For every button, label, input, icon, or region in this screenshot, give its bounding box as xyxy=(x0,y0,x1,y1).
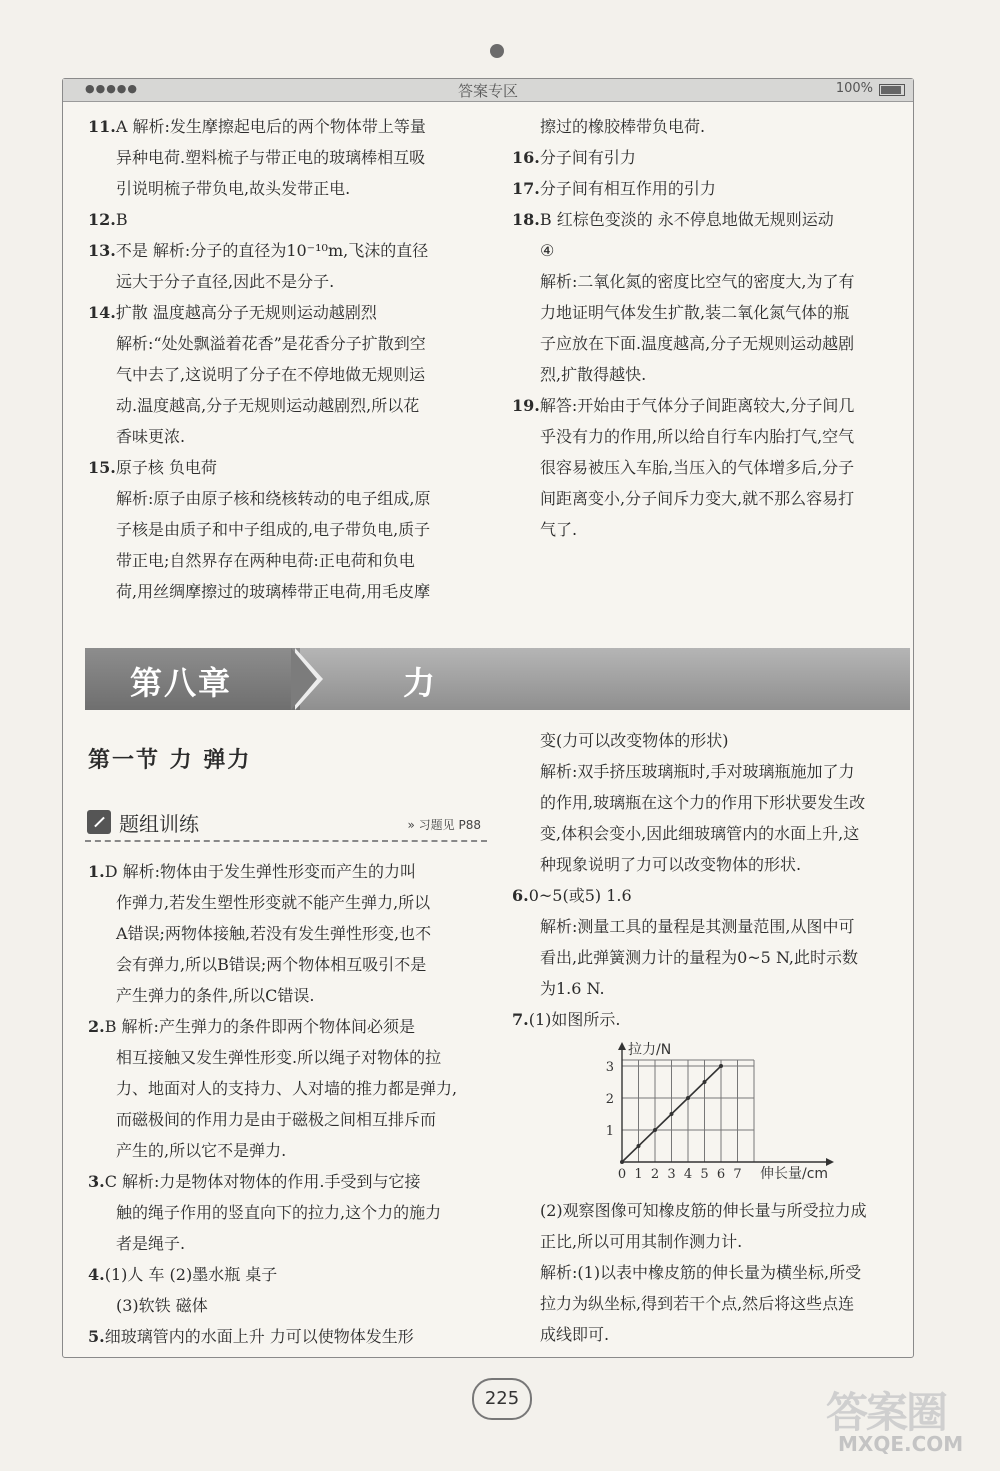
x-tick-label: 3 xyxy=(667,1167,676,1182)
section-title: 第一节 力 弹力 xyxy=(88,748,252,773)
text-line xyxy=(88,918,488,949)
line-text: 解析:(1)以表中橡皮筋的伸长量为横坐标,所受 xyxy=(540,1263,862,1282)
right-column-top xyxy=(512,111,912,545)
text-line xyxy=(88,483,488,514)
text-line xyxy=(512,142,912,173)
line-text: B 红棕色变淡的 永不停息地做无规则运动 xyxy=(539,210,834,229)
item-number: 11. xyxy=(88,117,116,136)
text-line xyxy=(512,1288,912,1319)
x-tick-label: 6 xyxy=(716,1167,726,1182)
line-text: A错误;两物体接触,若没有发生弹性形变,也不 xyxy=(116,924,432,943)
text-line xyxy=(512,266,912,297)
text-line xyxy=(88,452,488,483)
text-line xyxy=(512,328,912,359)
y-tick-label: 1 xyxy=(605,1124,614,1139)
text-line xyxy=(88,856,488,887)
line-text: 变,体积会变小,因此细玻璃管内的水面上升,这 xyxy=(540,824,860,843)
text-line xyxy=(88,204,488,235)
battery-icon xyxy=(879,84,905,96)
text-line xyxy=(512,297,912,328)
text-line xyxy=(88,1228,488,1259)
item-number: 14. xyxy=(88,303,116,322)
text-line xyxy=(88,1104,488,1135)
line-text: D 解析:物体由于发生弹性形变而产生的力叫 xyxy=(104,862,417,881)
text-line xyxy=(512,973,912,1004)
y-tick-label: 2 xyxy=(605,1092,614,1107)
text-line xyxy=(512,204,912,235)
line-text: B 解析:产生弹力的条件即两个物体间必须是 xyxy=(104,1017,415,1036)
x-axis-arrow-icon xyxy=(826,1158,834,1166)
chapter-banner xyxy=(85,648,910,710)
line-text: (1)如图所示. xyxy=(528,1010,621,1029)
line-text: 会有弹力,所以B错误;两个物体相互吸引不是 xyxy=(116,955,427,974)
text-line xyxy=(88,390,488,421)
line-text: 而磁极间的作用力是由于磁极之间相互排斥而 xyxy=(116,1110,437,1129)
text-line xyxy=(512,483,912,514)
item-number: 12. xyxy=(88,210,116,229)
chapter-number: 第八章 xyxy=(130,664,233,702)
line-text: 力地证明气体发生扩散,装二氧化氮气体的瓶 xyxy=(540,303,850,322)
line-text: 子核是由质子和中子组成的,电子带负电,质子 xyxy=(116,520,431,539)
exercise-reference: » 习题见 P88 xyxy=(407,818,481,832)
text-line xyxy=(512,725,912,756)
y-tick-label: 3 xyxy=(605,1060,614,1075)
line-text: 的作用,玻璃瓶在这个力的作用下形状要发生改 xyxy=(540,793,866,812)
text-line xyxy=(88,1073,488,1104)
item-number: 4. xyxy=(88,1265,105,1284)
item-number: 2. xyxy=(88,1017,105,1036)
line-text: 动.温度越高,分子无规则运动越剧烈,所以花 xyxy=(116,396,420,415)
line-text: 不是 解析:分子的直径为10⁻¹⁰m,飞沫的直径 xyxy=(115,241,429,260)
line-text: 看出,此弹簧测力计的量程为0~5 N,此时示数 xyxy=(540,948,859,967)
text-line xyxy=(512,1226,912,1257)
text-line xyxy=(512,514,912,545)
text-line xyxy=(88,1135,488,1166)
line-text: 原子核 负电荷 xyxy=(115,458,217,477)
text-line xyxy=(88,1259,488,1290)
text-line xyxy=(512,756,912,787)
left-column-bottom xyxy=(88,856,488,1352)
right-column-bottom-b xyxy=(512,1195,912,1350)
item-number: 17. xyxy=(512,179,540,198)
x-tick-label: 1 xyxy=(634,1167,643,1182)
line-text: (2)观察图像可知橡皮筋的伸长量与所受拉力成 xyxy=(540,1201,867,1220)
x-axis-label: 伸长量/cm xyxy=(760,1166,829,1182)
line-text: 分子间有引力 xyxy=(539,148,636,167)
text-line xyxy=(88,359,488,390)
battery-level: 100% xyxy=(835,81,873,96)
x-tick-label: 4 xyxy=(683,1167,693,1182)
line-text: 者是绳子. xyxy=(116,1234,186,1253)
line-text: 异种电荷.塑料梳子与带正电的玻璃棒相互吸 xyxy=(116,148,426,167)
text-line xyxy=(512,235,912,266)
line-text: 解析:二氧化氮的密度比空气的密度大,为了有 xyxy=(540,272,855,291)
text-line xyxy=(512,880,912,911)
x-tick-label: 5 xyxy=(700,1167,709,1182)
text-line xyxy=(88,297,488,328)
line-text: (1)人 车 (2)墨水瓶 桌子 xyxy=(104,1265,278,1284)
text-line xyxy=(88,576,488,607)
line-text: 很容易被压入车胎,当压入的气体增多后,分子 xyxy=(540,458,855,477)
status-bar xyxy=(63,79,913,102)
x-tick-label: 7 xyxy=(733,1167,742,1182)
text-line xyxy=(88,949,488,980)
x-tick-label: 0 xyxy=(617,1167,627,1182)
text-line xyxy=(512,421,912,452)
line-text: 解析:原子由原子核和绕核转动的电子组成,原 xyxy=(116,489,431,508)
item-number: 6. xyxy=(512,886,529,905)
text-line xyxy=(88,111,488,142)
item-number: 13. xyxy=(88,241,116,260)
y-axis-label: 拉力/N xyxy=(628,1042,672,1058)
line-text: 间距离变小,分子间斥力变大,就不那么容易打 xyxy=(540,489,855,508)
line-text: 作弹力,若发生塑性形变就不能产生弹力,所以 xyxy=(116,893,431,912)
line-text: 扩散 温度越高分子无规则运动越剧烈 xyxy=(115,303,377,322)
line-text: B xyxy=(115,210,128,229)
text-line xyxy=(88,142,488,173)
line-text: 分子间有相互作用的引力 xyxy=(539,179,716,198)
item-number: 18. xyxy=(512,210,540,229)
force-extension-graph xyxy=(600,1040,840,1192)
data-point xyxy=(703,1080,707,1084)
text-line xyxy=(88,235,488,266)
line-text: 荷,用丝绸摩擦过的玻璃棒带正电荷,用毛皮摩 xyxy=(116,582,431,601)
status-title: 答案专区 xyxy=(457,82,518,100)
text-line xyxy=(88,887,488,918)
line-text: 气了. xyxy=(540,520,578,539)
line-text: 解析:双手挤压玻璃瓶时,手对玻璃瓶施加了力 xyxy=(540,762,855,781)
data-point xyxy=(670,1112,674,1116)
line-text: 拉力为纵坐标,得到若干个点,然后将这些点连 xyxy=(540,1294,855,1313)
line-text: 带正电;自然界存在两种电荷:正电荷和负电 xyxy=(116,551,415,570)
line-text: 香味更浓. xyxy=(116,427,186,446)
data-point xyxy=(637,1144,641,1148)
data-point xyxy=(686,1096,690,1100)
line-text: 解析:测量工具的量程是其测量范围,从图中可 xyxy=(540,917,855,936)
item-number: 1. xyxy=(88,862,105,881)
text-line xyxy=(88,266,488,297)
watermark-url: MXQE.COM xyxy=(838,1432,964,1456)
line-text: 触的绳子作用的竖直向下的拉力,这个力的施力 xyxy=(116,1203,442,1222)
left-column-top xyxy=(88,111,488,607)
text-line xyxy=(512,1319,912,1350)
data-point xyxy=(620,1160,624,1164)
text-line xyxy=(88,1166,488,1197)
pencil-icon xyxy=(87,810,111,834)
text-line xyxy=(88,1011,488,1042)
line-text: 乎没有力的作用,所以给自行车内胎打气,空气 xyxy=(540,427,855,446)
text-line xyxy=(88,980,488,1011)
line-text: 产生的,所以它不是弹力. xyxy=(116,1141,287,1160)
text-line xyxy=(512,787,912,818)
line-text: 成线即可. xyxy=(540,1325,610,1344)
data-point xyxy=(653,1128,657,1132)
text-line xyxy=(512,818,912,849)
text-line xyxy=(88,1197,488,1228)
item-number: 7. xyxy=(512,1010,529,1029)
text-line xyxy=(512,911,912,942)
text-line xyxy=(88,1321,488,1352)
text-line xyxy=(512,849,912,880)
line-text: 为1.6 N. xyxy=(540,979,605,998)
text-line xyxy=(512,1195,912,1226)
line-text: 变(力可以改变物体的形状) xyxy=(540,731,729,750)
line-text: 力、地面对人的支持力、人对墙的推力都是弹力, xyxy=(116,1079,458,1098)
line-text: 引说明梳子带负电,故头发带正电. xyxy=(116,179,351,198)
line-text: ④ xyxy=(540,241,555,260)
line-text: (3)软铁 磁体 xyxy=(116,1296,208,1315)
item-number: 15. xyxy=(88,458,116,477)
device-camera xyxy=(490,44,504,58)
line-text: 解答:开始由于气体分子间距离较大,分子间几 xyxy=(539,396,855,415)
text-line xyxy=(512,1004,912,1035)
line-text: 种现象说明了力可以改变物体的形状. xyxy=(540,855,802,874)
data-point xyxy=(719,1064,723,1068)
text-line xyxy=(88,421,488,452)
text-line xyxy=(512,359,912,390)
text-line xyxy=(88,514,488,545)
text-line xyxy=(88,328,488,359)
text-line xyxy=(512,1257,912,1288)
banner-arrow-inner xyxy=(291,648,317,710)
item-number: 3. xyxy=(88,1172,105,1191)
signal-icon: ●●●●● xyxy=(85,82,138,95)
text-line xyxy=(512,111,912,142)
line-text: 产生弹力的条件,所以C错误. xyxy=(116,986,315,1005)
text-line xyxy=(512,173,912,204)
line-text: 0~5(或5) 1.6 xyxy=(528,886,632,905)
text-line xyxy=(512,942,912,973)
chapter-title: 力 xyxy=(403,664,436,702)
line-text: 正比,所以可用其制作测力计. xyxy=(540,1232,743,1251)
line-text: 相互接触又发生弹性形变.所以绳子对物体的拉 xyxy=(116,1048,442,1067)
text-line xyxy=(88,173,488,204)
exercise-label: 题组训练 xyxy=(119,812,199,836)
item-number: 19. xyxy=(512,396,540,415)
exercise-header xyxy=(85,806,487,842)
line-text: 子应放在下面.温度越高,分子无规则运动越剧 xyxy=(540,334,855,353)
line-text: C 解析:力是物体对物体的作用.手受到与它接 xyxy=(104,1172,421,1191)
right-column-bottom-a xyxy=(512,725,912,1035)
line-text: 解析:“处处飘溢着花香”是花香分子扩散到空 xyxy=(116,334,426,353)
line-text: 擦过的橡胶棒带负电荷. xyxy=(540,117,706,136)
item-number: 5. xyxy=(88,1327,105,1346)
text-line xyxy=(512,390,912,421)
line-text: 气中去了,这说明了分子在不停地做无规则运 xyxy=(116,365,426,384)
text-line xyxy=(512,452,912,483)
page-number: 225 xyxy=(472,1378,532,1420)
x-tick-label: 2 xyxy=(650,1167,660,1182)
y-axis-arrow-icon xyxy=(618,1042,626,1050)
line-text: 烈,扩散得越快. xyxy=(540,365,647,384)
item-number: 16. xyxy=(512,148,540,167)
line-text: A 解析:发生摩擦起电后的两个物体带上等量 xyxy=(115,117,426,136)
line-text: 远大于分子直径,因此不是分子. xyxy=(116,272,335,291)
text-line xyxy=(88,1042,488,1073)
watermark-logo: 答案圈 xyxy=(826,1388,947,1437)
text-line xyxy=(88,1290,488,1321)
line-text: 细玻璃管内的水面上升 力可以使物体发生形 xyxy=(104,1327,414,1346)
text-line xyxy=(88,545,488,576)
